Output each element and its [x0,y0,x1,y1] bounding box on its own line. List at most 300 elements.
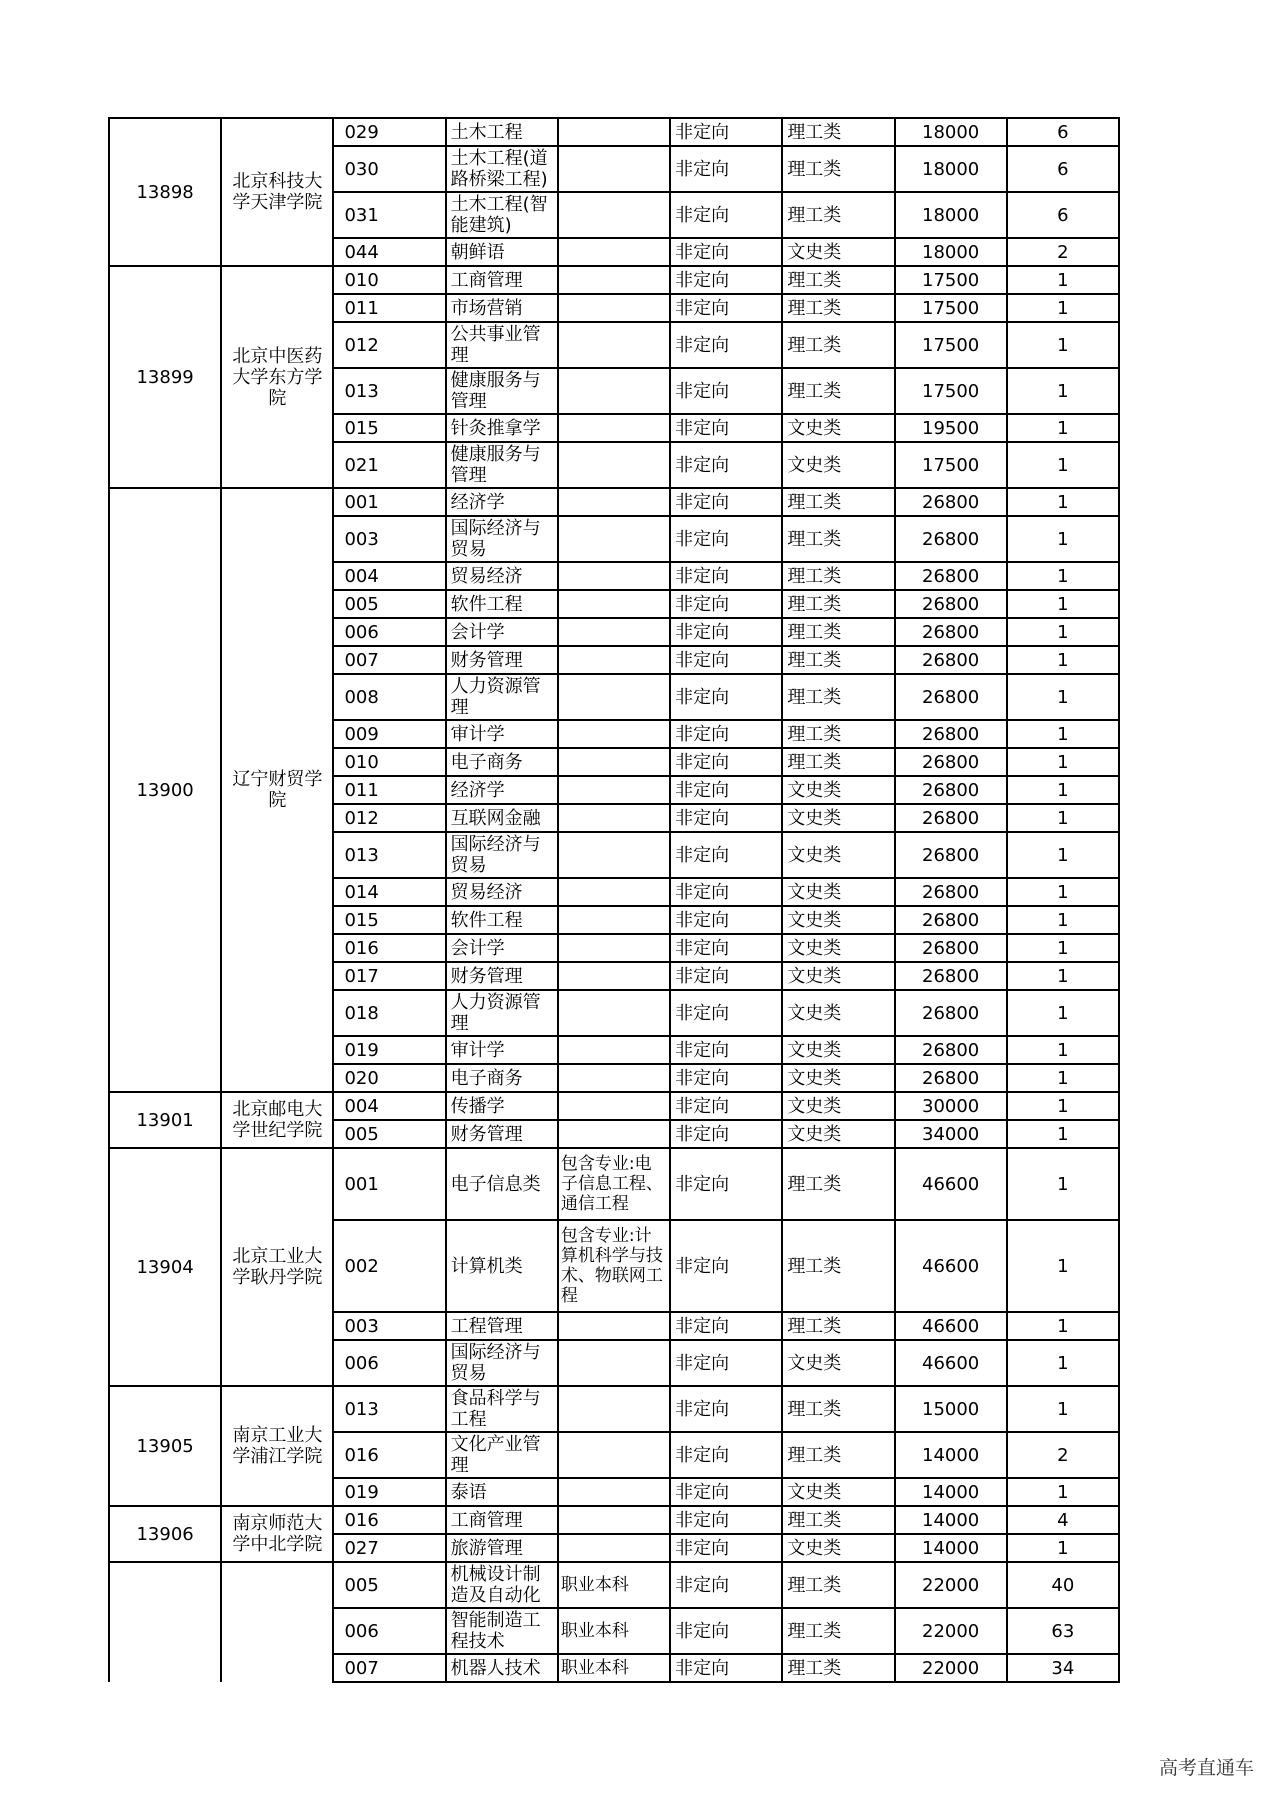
category-cell: 理工类 [782,1562,894,1608]
category-cell: 文史类 [782,1064,894,1092]
major-name-cell: 人力资源管理 [446,990,558,1036]
plan-count-cell: 1 [1007,1340,1119,1386]
category-cell: 文史类 [782,934,894,962]
plan-count-cell: 1 [1007,962,1119,990]
direction-cell: 非定向 [670,1064,782,1092]
category-cell: 理工类 [782,294,894,322]
major-name-cell: 国际经济与贸易 [446,1340,558,1386]
category-cell: 理工类 [782,192,894,238]
major-code-cell: 012 [333,804,445,832]
school-code-cell [109,1562,221,1682]
direction-cell: 非定向 [670,1534,782,1562]
major-code-cell: 010 [333,266,445,294]
tuition-cell: 34000 [895,1120,1007,1148]
tuition-cell: 26800 [895,906,1007,934]
table-row [109,1148,1119,1220]
plan-count-cell: 1 [1007,368,1119,414]
major-note-cell [558,878,670,906]
major-name-cell: 贸易经济 [446,562,558,590]
category-cell: 理工类 [782,1386,894,1432]
category-cell: 理工类 [782,590,894,618]
category-cell: 理工类 [782,1432,894,1478]
major-name-cell: 软件工程 [446,590,558,618]
plan-count-cell: 2 [1007,1432,1119,1478]
major-code-cell: 011 [333,294,445,322]
major-note-cell [558,1064,670,1092]
direction-cell: 非定向 [670,1220,782,1312]
major-note-cell [558,146,670,192]
tuition-cell: 17500 [895,294,1007,322]
school-name-cell: 辽宁财贸学院 [221,488,333,1092]
direction-cell: 非定向 [670,562,782,590]
category-cell: 理工类 [782,618,894,646]
major-name-cell: 市场营销 [446,294,558,322]
enrollment-plan-table [108,117,1120,1683]
category-cell: 理工类 [782,1220,894,1312]
major-code-cell: 002 [333,1220,445,1312]
major-name-cell: 机器人技术 [446,1654,558,1682]
school-name-cell: 北京中医药大学东方学院 [221,266,333,488]
major-code-cell: 030 [333,146,445,192]
major-name-cell: 传播学 [446,1092,558,1120]
category-cell: 理工类 [782,720,894,748]
school-name-cell: 北京工业大学耿丹学院 [221,1148,333,1386]
major-note-cell [558,720,670,748]
major-name-cell: 食品科学与工程 [446,1386,558,1432]
major-note-cell [558,674,670,720]
major-code-cell: 016 [333,1432,445,1478]
direction-cell: 非定向 [670,1148,782,1220]
table-row [109,488,1119,516]
tuition-cell: 30000 [895,1092,1007,1120]
major-code-cell: 013 [333,368,445,414]
major-name-cell: 会计学 [446,618,558,646]
major-note-cell [558,1340,670,1386]
category-cell: 文史类 [782,1534,894,1562]
direction-cell: 非定向 [670,1478,782,1506]
major-note-cell [558,990,670,1036]
category-cell: 理工类 [782,646,894,674]
tuition-cell: 22000 [895,1654,1007,1682]
major-code-cell: 027 [333,1534,445,1562]
category-cell: 理工类 [782,674,894,720]
major-note-cell: 职业本科 [558,1562,670,1608]
major-code-cell: 044 [333,238,445,266]
direction-cell: 非定向 [670,368,782,414]
major-name-cell: 财务管理 [446,1120,558,1148]
major-note-cell [558,238,670,266]
major-note-cell: 包含专业:电子信息工程、通信工程 [558,1148,670,1220]
major-code-cell: 015 [333,906,445,934]
category-cell: 理工类 [782,562,894,590]
direction-cell: 非定向 [670,1654,782,1682]
plan-count-cell: 1 [1007,322,1119,368]
category-cell: 文史类 [782,238,894,266]
watermark-brand: 高考直通车 [1158,1757,1254,1779]
tuition-cell: 26800 [895,562,1007,590]
tuition-cell: 19500 [895,414,1007,442]
plan-count-cell: 1 [1007,878,1119,906]
major-note-cell [558,516,670,562]
major-note-cell [558,1478,670,1506]
major-name-cell: 智能制造工程技术 [446,1608,558,1654]
major-note-cell [558,1534,670,1562]
major-name-cell: 土木工程(道路桥梁工程) [446,146,558,192]
major-code-cell: 005 [333,590,445,618]
tuition-cell: 22000 [895,1562,1007,1608]
category-cell: 理工类 [782,322,894,368]
table-row [109,266,1119,294]
category-cell: 理工类 [782,1148,894,1220]
major-name-cell: 财务管理 [446,646,558,674]
major-name-cell: 电子信息类 [446,1148,558,1220]
plan-count-cell: 1 [1007,442,1119,488]
major-code-cell: 007 [333,646,445,674]
major-note-cell [558,906,670,934]
major-code-cell: 004 [333,562,445,590]
direction-cell: 非定向 [670,776,782,804]
major-name-cell: 土木工程 [446,118,558,146]
plan-count-cell: 63 [1007,1608,1119,1654]
tuition-cell: 14000 [895,1534,1007,1562]
major-note-cell [558,442,670,488]
plan-count-cell: 1 [1007,1478,1119,1506]
major-note-cell [558,294,670,322]
major-name-cell: 文化产业管理 [446,1432,558,1478]
major-code-cell: 013 [333,832,445,878]
major-name-cell: 工程管理 [446,1312,558,1340]
major-code-cell: 003 [333,516,445,562]
category-cell: 文史类 [782,1340,894,1386]
major-code-cell: 008 [333,674,445,720]
major-note-cell [558,1386,670,1432]
major-note-cell: 职业本科 [558,1654,670,1682]
category-cell: 文史类 [782,878,894,906]
major-name-cell: 国际经济与贸易 [446,516,558,562]
major-code-cell: 014 [333,878,445,906]
plan-count-cell: 6 [1007,118,1119,146]
major-note-cell [558,748,670,776]
major-code-cell: 018 [333,990,445,1036]
category-cell: 理工类 [782,1608,894,1654]
major-name-cell: 工商管理 [446,266,558,294]
tuition-cell: 26800 [895,516,1007,562]
plan-count-cell: 1 [1007,646,1119,674]
plan-count-cell: 1 [1007,804,1119,832]
tuition-cell: 26800 [895,748,1007,776]
direction-cell: 非定向 [670,414,782,442]
direction-cell: 非定向 [670,962,782,990]
plan-count-cell: 1 [1007,748,1119,776]
tuition-cell: 26800 [895,590,1007,618]
major-name-cell: 国际经济与贸易 [446,832,558,878]
direction-cell: 非定向 [670,1312,782,1340]
major-note-cell [558,962,670,990]
tuition-cell: 17500 [895,322,1007,368]
tuition-cell: 26800 [895,878,1007,906]
category-cell: 文史类 [782,442,894,488]
direction-cell: 非定向 [670,1120,782,1148]
major-name-cell: 机械设计制造及自动化 [446,1562,558,1608]
major-name-cell: 经济学 [446,776,558,804]
major-name-cell: 工商管理 [446,1506,558,1534]
tuition-cell: 17500 [895,368,1007,414]
category-cell: 文史类 [782,990,894,1036]
direction-cell: 非定向 [670,646,782,674]
major-code-cell: 013 [333,1386,445,1432]
direction-cell: 非定向 [670,590,782,618]
plan-count-cell: 1 [1007,1220,1119,1312]
direction-cell: 非定向 [670,934,782,962]
tuition-cell: 26800 [895,962,1007,990]
category-cell: 文史类 [782,1092,894,1120]
school-code-cell: 13899 [109,266,221,488]
category-cell: 理工类 [782,488,894,516]
tuition-cell: 18000 [895,192,1007,238]
category-cell: 文史类 [782,414,894,442]
direction-cell: 非定向 [670,1506,782,1534]
major-note-cell [558,266,670,294]
tuition-cell: 17500 [895,266,1007,294]
major-note-cell [558,1092,670,1120]
direction-cell: 非定向 [670,1340,782,1386]
major-name-cell: 泰语 [446,1478,558,1506]
major-code-cell: 006 [333,618,445,646]
category-cell: 文史类 [782,804,894,832]
major-name-cell: 贸易经济 [446,878,558,906]
direction-cell: 非定向 [670,906,782,934]
major-name-cell: 电子商务 [446,748,558,776]
school-name-cell: 南京师范大学中北学院 [221,1506,333,1562]
direction-cell: 非定向 [670,832,782,878]
category-cell: 理工类 [782,516,894,562]
major-name-cell: 人力资源管理 [446,674,558,720]
plan-count-cell: 1 [1007,720,1119,748]
tuition-cell: 26800 [895,1036,1007,1064]
plan-count-cell: 1 [1007,1148,1119,1220]
plan-count-cell: 1 [1007,934,1119,962]
major-code-cell: 001 [333,1148,445,1220]
direction-cell: 非定向 [670,118,782,146]
major-code-cell: 012 [333,322,445,368]
major-code-cell: 006 [333,1608,445,1654]
tuition-cell: 17500 [895,442,1007,488]
major-note-cell [558,192,670,238]
major-name-cell: 财务管理 [446,962,558,990]
major-name-cell: 互联网金融 [446,804,558,832]
category-cell: 理工类 [782,118,894,146]
plan-count-cell: 1 [1007,1092,1119,1120]
category-cell: 理工类 [782,1506,894,1534]
tuition-cell: 26800 [895,776,1007,804]
school-code-cell: 13901 [109,1092,221,1148]
category-cell: 理工类 [782,1312,894,1340]
category-cell: 理工类 [782,1654,894,1682]
major-note-cell [558,590,670,618]
tuition-cell: 18000 [895,146,1007,192]
tuition-cell: 14000 [895,1506,1007,1534]
major-note-cell [558,562,670,590]
direction-cell: 非定向 [670,878,782,906]
category-cell: 理工类 [782,146,894,192]
major-note-cell [558,322,670,368]
major-code-cell: 016 [333,1506,445,1534]
direction-cell: 非定向 [670,1608,782,1654]
category-cell: 文史类 [782,1120,894,1148]
plan-count-cell: 1 [1007,562,1119,590]
major-name-cell: 健康服务与管理 [446,368,558,414]
major-code-cell: 020 [333,1064,445,1092]
major-note-cell: 包含专业:计算机科学与技术、物联网工程 [558,1220,670,1312]
major-note-cell [558,488,670,516]
plan-count-cell: 1 [1007,414,1119,442]
major-note-cell [558,1312,670,1340]
school-code-cell: 13904 [109,1148,221,1386]
direction-cell: 非定向 [670,804,782,832]
plan-count-cell: 1 [1007,516,1119,562]
major-code-cell: 016 [333,934,445,962]
major-note-cell [558,1036,670,1064]
category-cell: 理工类 [782,748,894,776]
school-code-cell: 13905 [109,1386,221,1506]
plan-count-cell: 1 [1007,990,1119,1036]
plan-count-cell: 1 [1007,1064,1119,1092]
category-cell: 理工类 [782,266,894,294]
table-row [109,1562,1119,1608]
major-note-cell: 职业本科 [558,1608,670,1654]
tuition-cell: 46600 [895,1312,1007,1340]
plan-count-cell: 1 [1007,618,1119,646]
direction-cell: 非定向 [670,146,782,192]
tuition-cell: 26800 [895,618,1007,646]
plan-count-cell: 1 [1007,674,1119,720]
major-note-cell [558,776,670,804]
direction-cell: 非定向 [670,748,782,776]
school-code-cell: 13900 [109,488,221,1092]
school-code-cell: 13898 [109,118,221,266]
category-cell: 文史类 [782,1036,894,1064]
major-note-cell [558,1432,670,1478]
direction-cell: 非定向 [670,1036,782,1064]
direction-cell: 非定向 [670,322,782,368]
tuition-cell: 46600 [895,1220,1007,1312]
direction-cell: 非定向 [670,294,782,322]
plan-count-cell: 2 [1007,238,1119,266]
plan-count-cell: 1 [1007,266,1119,294]
tuition-cell: 14000 [895,1478,1007,1506]
category-cell: 文史类 [782,832,894,878]
school-name-cell: 北京邮电大学世纪学院 [221,1092,333,1148]
category-cell: 文史类 [782,906,894,934]
major-code-cell: 010 [333,748,445,776]
major-note-cell [558,934,670,962]
tuition-cell: 18000 [895,118,1007,146]
plan-count-cell: 1 [1007,1534,1119,1562]
tuition-cell: 26800 [895,488,1007,516]
plan-count-cell: 1 [1007,776,1119,804]
major-note-cell [558,618,670,646]
tuition-cell: 26800 [895,934,1007,962]
major-code-cell: 001 [333,488,445,516]
major-name-cell: 审计学 [446,1036,558,1064]
plan-count-cell: 4 [1007,1506,1119,1534]
direction-cell: 非定向 [670,618,782,646]
major-code-cell: 015 [333,414,445,442]
major-note-cell [558,1506,670,1534]
major-name-cell: 电子商务 [446,1064,558,1092]
tuition-cell: 26800 [895,720,1007,748]
direction-cell: 非定向 [670,192,782,238]
direction-cell: 非定向 [670,720,782,748]
major-name-cell: 会计学 [446,934,558,962]
direction-cell: 非定向 [670,266,782,294]
major-name-cell: 审计学 [446,720,558,748]
major-name-cell: 朝鲜语 [446,238,558,266]
major-code-cell: 017 [333,962,445,990]
tuition-cell: 22000 [895,1608,1007,1654]
major-note-cell [558,118,670,146]
plan-count-cell: 40 [1007,1562,1119,1608]
plan-count-cell: 6 [1007,146,1119,192]
direction-cell: 非定向 [670,1092,782,1120]
school-name-cell: 南京工业大学浦江学院 [221,1386,333,1506]
direction-cell: 非定向 [670,516,782,562]
school-code-cell: 13906 [109,1506,221,1562]
plan-count-cell: 34 [1007,1654,1119,1682]
direction-cell: 非定向 [670,238,782,266]
school-name-cell [221,1562,333,1682]
major-code-cell: 019 [333,1036,445,1064]
plan-count-cell: 1 [1007,832,1119,878]
major-code-cell: 011 [333,776,445,804]
major-name-cell: 健康服务与管理 [446,442,558,488]
direction-cell: 非定向 [670,1386,782,1432]
direction-cell: 非定向 [670,1562,782,1608]
major-name-cell: 旅游管理 [446,1534,558,1562]
plan-count-cell: 1 [1007,1386,1119,1432]
major-name-cell: 土木工程(智能建筑) [446,192,558,238]
major-name-cell: 软件工程 [446,906,558,934]
category-cell: 文史类 [782,1478,894,1506]
major-note-cell [558,646,670,674]
direction-cell: 非定向 [670,990,782,1036]
major-code-cell: 005 [333,1562,445,1608]
direction-cell: 非定向 [670,488,782,516]
direction-cell: 非定向 [670,674,782,720]
plan-count-cell: 1 [1007,1120,1119,1148]
plan-count-cell: 1 [1007,590,1119,618]
major-name-cell: 计算机类 [446,1220,558,1312]
tuition-cell: 14000 [895,1432,1007,1478]
major-note-cell [558,1120,670,1148]
tuition-cell: 15000 [895,1386,1007,1432]
plan-count-cell: 1 [1007,1036,1119,1064]
plan-count-cell: 1 [1007,1312,1119,1340]
direction-cell: 非定向 [670,1432,782,1478]
tuition-cell: 26800 [895,804,1007,832]
table-row [109,1506,1119,1534]
major-code-cell: 004 [333,1092,445,1120]
category-cell: 文史类 [782,962,894,990]
school-name-cell: 北京科技大学天津学院 [221,118,333,266]
plan-count-cell: 1 [1007,906,1119,934]
category-cell: 理工类 [782,368,894,414]
table-row [109,118,1119,146]
tuition-cell: 46600 [895,1340,1007,1386]
major-name-cell: 针灸推拿学 [446,414,558,442]
major-name-cell: 公共事业管理 [446,322,558,368]
major-code-cell: 019 [333,1478,445,1506]
